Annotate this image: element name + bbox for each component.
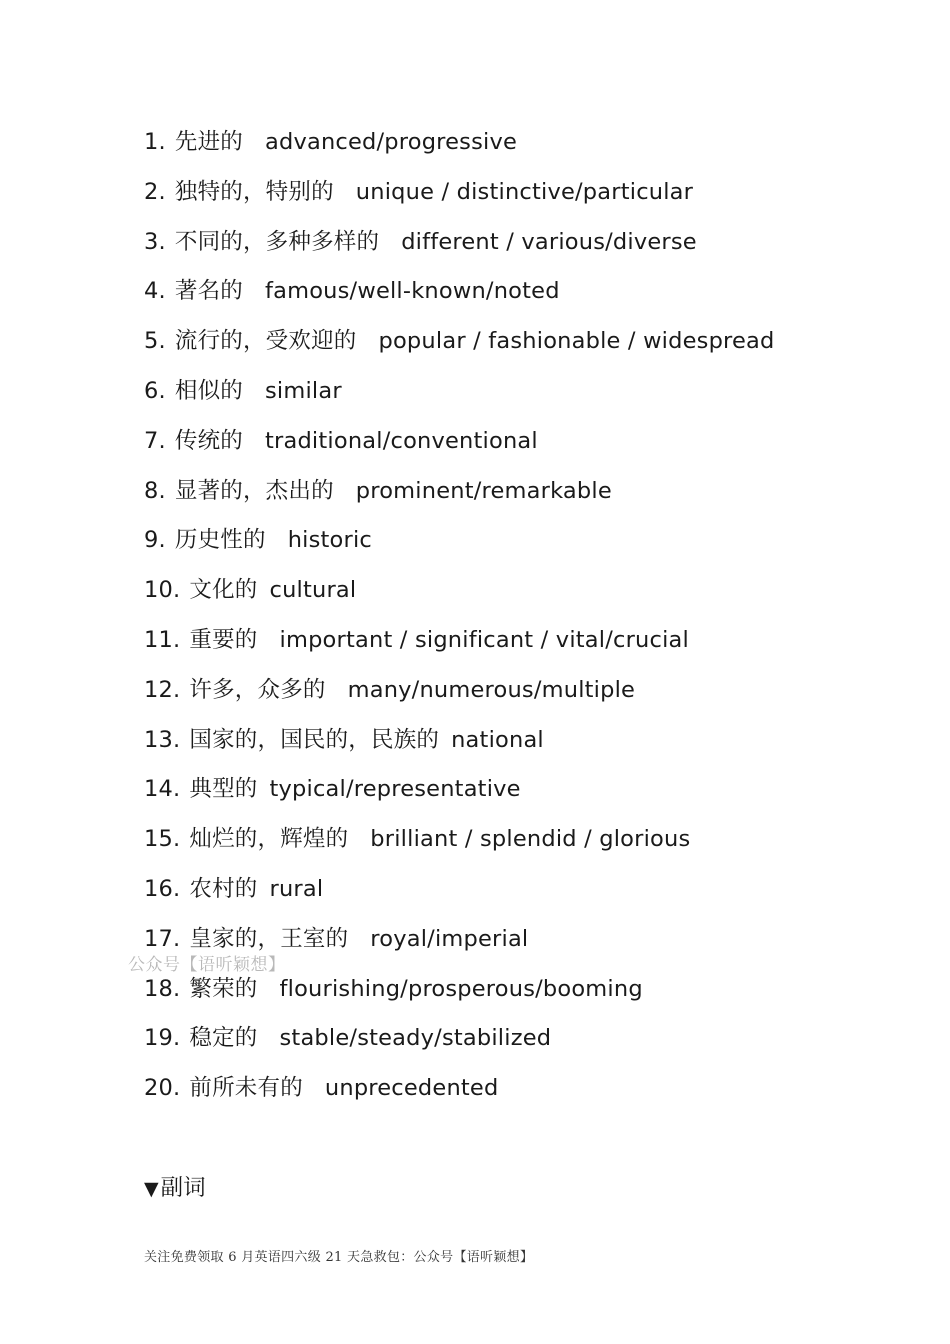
item-number: 3. — [144, 228, 166, 255]
item-number: 17. — [144, 925, 181, 952]
item-chinese-term: 灿烂的，辉煌的 — [189, 826, 349, 853]
item-chinese-term: 不同的，多种多样的 — [174, 228, 380, 255]
item-english-terms: important / significant / vital/crucial — [279, 626, 689, 653]
list-item — [144, 273, 775, 323]
item-chinese-term: 农村的 — [189, 875, 258, 902]
item-chinese-term: 稳定的 — [189, 1025, 258, 1052]
item-english-terms: flourishing/prosperous/booming — [279, 975, 643, 1002]
item-number: 18. — [144, 975, 181, 1002]
item-chinese-term: 前所未有的 — [189, 1075, 303, 1102]
item-chinese-term: 著名的 — [174, 278, 243, 305]
item-english-terms: many/numerous/multiple — [347, 676, 636, 703]
item-number: 9. — [144, 527, 166, 554]
list-item — [144, 1020, 775, 1070]
item-number: 10. — [144, 577, 181, 604]
item-number: 8. — [144, 477, 166, 504]
section-heading-label: 副词 — [160, 1175, 206, 1201]
section-heading-adverbs — [144, 1172, 206, 1205]
item-number: 4. — [144, 278, 166, 305]
item-chinese-term: 传统的 — [174, 427, 243, 454]
item-english-terms: similar — [264, 377, 342, 404]
item-number: 16. — [144, 875, 181, 902]
item-chinese-term: 显著的，杰出的 — [174, 477, 334, 504]
item-number: 5. — [144, 328, 166, 355]
list-item — [144, 672, 775, 722]
item-chinese-term: 典型的 — [189, 776, 258, 803]
item-english-terms: rural — [269, 875, 324, 902]
item-english-terms: stable/steady/stabilized — [279, 1025, 552, 1052]
item-english-terms: brilliant / splendid / glorious — [370, 826, 691, 853]
item-chinese-term: 相似的 — [174, 377, 243, 404]
item-number: 20. — [144, 1075, 181, 1102]
item-english-terms: unprecedented — [324, 1075, 499, 1102]
item-chinese-term: 独特的，特别的 — [174, 178, 334, 205]
item-chinese-term: 许多，众多的 — [189, 676, 326, 703]
item-english-terms: historic — [287, 527, 372, 554]
list-item — [144, 722, 775, 772]
item-number: 7. — [144, 427, 166, 454]
item-number: 19. — [144, 1025, 181, 1052]
item-chinese-term: 历史性的 — [174, 527, 266, 554]
item-number: 14. — [144, 776, 181, 803]
list-item — [144, 971, 775, 1021]
item-chinese-term: 重要的 — [189, 626, 258, 653]
item-number: 6. — [144, 377, 166, 404]
list-item — [144, 423, 775, 473]
list-item — [144, 622, 775, 672]
item-chinese-term: 先进的 — [174, 129, 243, 155]
item-english-terms: unique / distinctive/particular — [355, 178, 694, 205]
item-number: 13. — [144, 726, 181, 753]
item-english-terms: royal/imperial — [370, 925, 529, 952]
watermark: 公众号【语听颖想】 — [128, 955, 286, 975]
list-item — [144, 473, 775, 523]
list-item — [144, 821, 775, 871]
list-item — [144, 522, 775, 572]
list-item — [144, 174, 775, 224]
item-english-terms: famous/well-known/noted — [264, 278, 560, 305]
item-english-terms: cultural — [269, 577, 357, 604]
list-item — [144, 124, 775, 174]
item-number: 15. — [144, 826, 181, 853]
list-item — [144, 1070, 775, 1120]
list-item — [144, 572, 775, 622]
item-number: 12. — [144, 676, 181, 703]
list-item — [144, 373, 775, 423]
footer-note: 关注免费领取 6 月英语四六级 21 天急救包：公众号【语听颖想】 — [144, 1250, 534, 1265]
list-item — [144, 871, 775, 921]
item-chinese-term: 繁荣的 — [189, 975, 258, 1002]
list-item — [144, 771, 775, 821]
list-item — [144, 224, 775, 274]
item-number: 1. — [144, 129, 166, 155]
triangle-down-icon: ▼ — [144, 1178, 159, 1200]
item-chinese-term: 流行的，受欢迎的 — [174, 328, 357, 355]
item-english-terms: traditional/conventional — [264, 427, 538, 454]
item-number: 11. — [144, 626, 181, 653]
list-item — [144, 323, 775, 373]
item-english-terms: advanced/progressive — [264, 129, 518, 155]
item-english-terms: different / various/diverse — [401, 228, 697, 255]
item-chinese-term: 文化的 — [189, 577, 258, 604]
item-english-terms: national — [451, 726, 544, 753]
item-number: 2. — [144, 178, 166, 205]
item-english-terms: prominent/remarkable — [355, 477, 612, 504]
item-chinese-term: 皇家的，王室的 — [189, 925, 349, 952]
item-english-terms: typical/representative — [269, 776, 521, 803]
item-english-terms: popular / fashionable / widespread — [378, 328, 775, 355]
item-chinese-term: 国家的，国民的，民族的 — [189, 726, 440, 753]
